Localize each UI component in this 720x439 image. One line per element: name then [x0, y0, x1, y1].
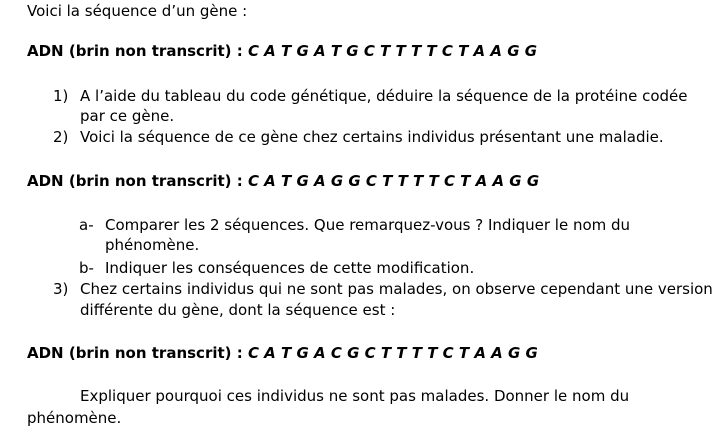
- question-text-continued: différente du gène, dont la séquence est :: [80, 301, 396, 319]
- question-text: Chez certains individus qui ne sont pas malades, on observe cependant une version: [80, 280, 713, 298]
- dna-label: ADN (brin non transcrit) :: [27, 42, 248, 60]
- question-text: Comparer les 2 séquences. Que remarquez-vous ? Indiquer le nom du: [105, 216, 631, 234]
- question-text: Voici la séquence de ce gène chez certains individus présentant une maladie.: [80, 128, 664, 146]
- dna-sequence-original: [27, 41, 537, 61]
- dna-sequence-mutant: [27, 171, 539, 191]
- question-text: A l’aide du tableau du code génétique, déduire la séquence de la protéine codée: [80, 87, 688, 105]
- question-text: Indiquer les conséquences de cette modification.: [105, 259, 475, 277]
- dna-sequence: C A T G A G G C T T T T C T A A G G: [247, 172, 540, 190]
- question-number: 1): [53, 87, 69, 105]
- question-number: 2): [53, 128, 69, 146]
- final-question-text-continued: phénomène.: [27, 409, 122, 427]
- question-letter: b-: [79, 259, 94, 277]
- question-text-continued: par ce gène.: [80, 107, 175, 125]
- dna-label: ADN (brin non transcrit) :: [27, 344, 248, 362]
- dna-sequence: C A T G A C G C T T T T C T A A G G: [247, 344, 538, 362]
- final-question-text: Expliquer pourquoi ces individus ne sont pas malades. Donner le nom du: [80, 387, 630, 405]
- dna-sequence-variant: [27, 343, 538, 363]
- dna-label: ADN (brin non transcrit) :: [27, 172, 248, 190]
- dna-sequence: C A T G A T G C T T T T C T A A G G: [247, 42, 538, 60]
- question-letter: a-: [79, 216, 94, 234]
- question-number: 3): [53, 280, 69, 298]
- intro-text: Voici la séquence d’un gène :: [27, 2, 248, 20]
- question-text-continued: phénomène.: [105, 236, 200, 254]
